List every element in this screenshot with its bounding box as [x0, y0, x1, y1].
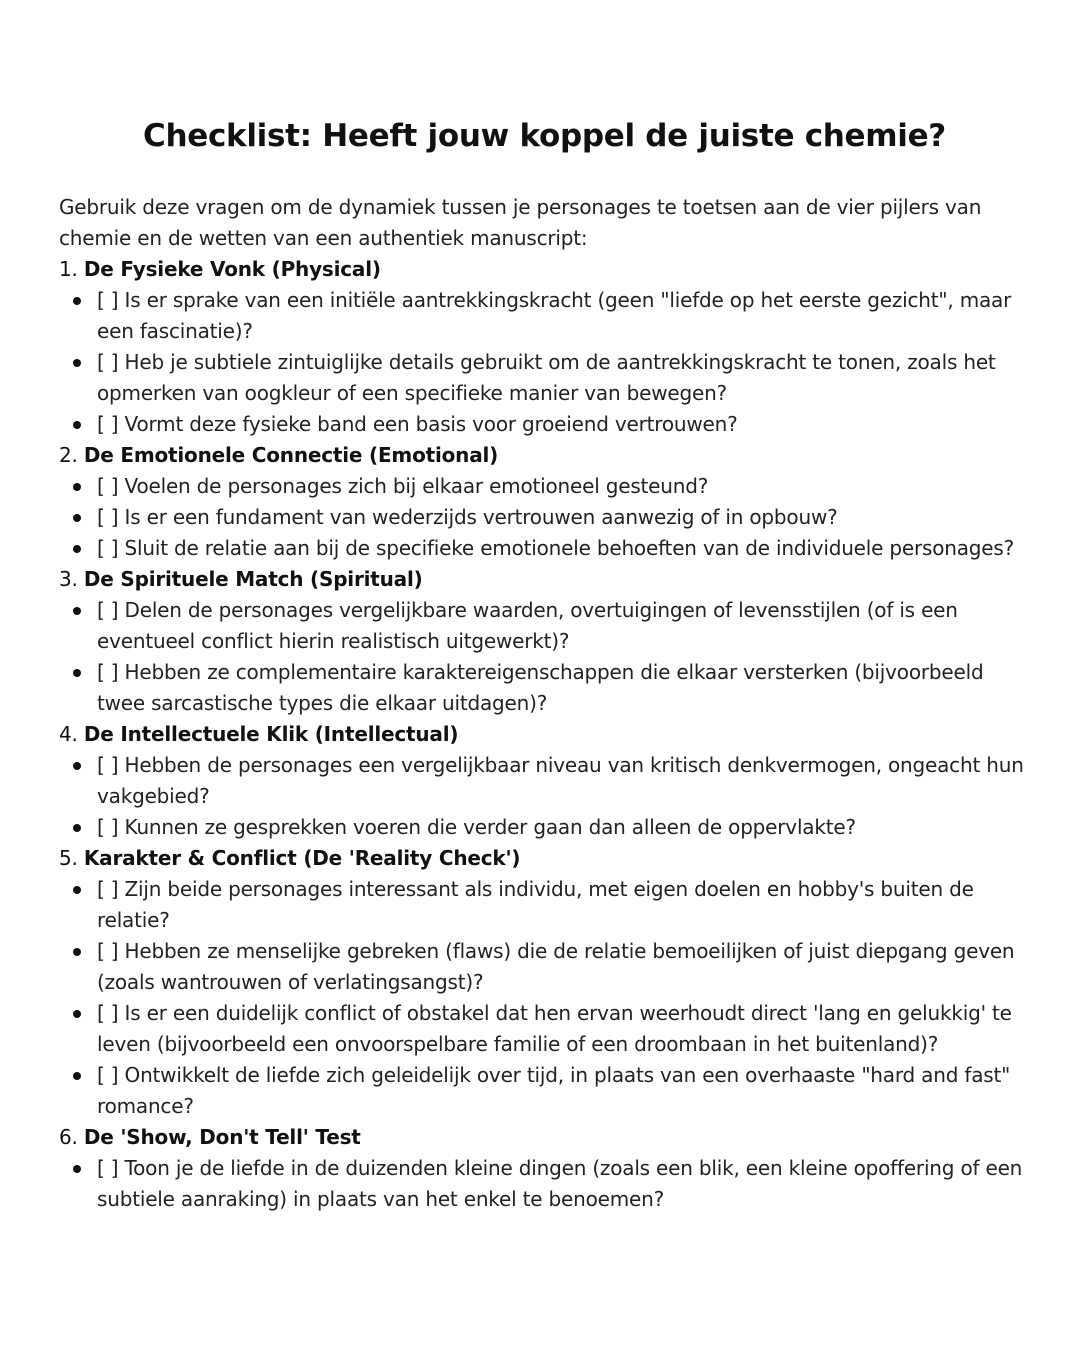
checklist-items	[59, 874, 1030, 1122]
checklist-item	[97, 657, 1030, 719]
bullet-icon	[73, 762, 81, 770]
checklist-item	[97, 1060, 1030, 1122]
section-number: 6.	[59, 1125, 78, 1149]
checklist-items	[59, 285, 1030, 440]
checklist-item-text: [ ] Is er een duidelijk conflict of obstakel dat hen ervan weerhoudt direct 'lang en gelukkig' te leven (bijvoorbeeld een onvoorspelbare familie of een droombaan in het buitenland)?	[97, 1001, 1012, 1056]
bullet-icon	[73, 948, 81, 956]
checklist-items	[59, 471, 1030, 564]
bullet-icon	[73, 824, 81, 832]
checklist-item	[97, 285, 1030, 347]
bullet-icon	[73, 886, 81, 894]
bullet-icon	[73, 421, 81, 429]
checklist-item-text: [ ] Ontwikkelt de liefde zich geleidelijk over tijd, in plaats van een overhaaste "hard and fast" romance?	[97, 1063, 1011, 1118]
checklist-item	[97, 533, 1030, 564]
checklist-items	[59, 750, 1030, 843]
section-title: De Intellectuele Klik (Intellectual)	[83, 722, 459, 746]
checklist-items	[59, 595, 1030, 719]
checklist-section	[59, 440, 1030, 564]
checklist-item	[97, 502, 1030, 533]
checklist-item-text: [ ] Toon je de liefde in de duizenden kleine dingen (zoals een blik, een kleine opoffering of een subtiele aanraking) in plaats van het enkel te benoemen?	[97, 1156, 1023, 1211]
section-title: Karakter & Conflict (De 'Reality Check')	[83, 846, 521, 870]
checklist-item-text: [ ] Delen de personages vergelijkbare waarden, overtuigingen of levensstijlen (of is een eventueel conflict hierin realistisch uitgewerkt)?	[97, 598, 958, 653]
checklist-item-text: [ ] Is er sprake van een initiële aantrekkingskracht (geen "liefde op het eerste gezicht", maar een fascinatie)?	[97, 288, 1012, 343]
checklist-item	[97, 471, 1030, 502]
intro-paragraph: Gebruik deze vragen om de dynamiek tussen je personages te toetsen aan de vier pijlers van chemie en de wetten van een authentiek manuscript:	[59, 195, 982, 250]
section-title: De Fysieke Vonk (Physical)	[83, 257, 381, 281]
bullet-icon	[73, 607, 81, 615]
checklist-item-text: [ ] Hebben ze complementaire karaktereigenschappen die elkaar versterken (bijvoorbeeld twee sarcastische types die elkaar uitdagen)?	[97, 660, 984, 715]
checklist-item	[97, 750, 1030, 812]
section-heading	[59, 564, 1030, 595]
section-number: 1.	[59, 257, 78, 281]
bullet-icon	[73, 545, 81, 553]
checklist-item-text: [ ] Zijn beide personages interessant als individu, met eigen doelen en hobby's buiten de relatie?	[97, 877, 974, 932]
bullet-icon	[73, 483, 81, 491]
bullet-icon	[73, 1165, 81, 1173]
checklist-section	[59, 843, 1030, 1122]
checklist-section	[59, 1122, 1030, 1215]
page-title: Checklist: Heeft jouw koppel de juiste chemie?	[143, 118, 946, 154]
section-heading	[59, 254, 1030, 285]
checklist-sections	[59, 254, 1030, 1215]
checklist-section	[59, 254, 1030, 440]
bullet-icon	[73, 514, 81, 522]
section-title: De Emotionele Connectie (Emotional)	[83, 443, 499, 467]
checklist-item-text: [ ] Vormt deze fysieke band een basis voor groeiend vertrouwen?	[97, 412, 738, 436]
section-title: De Spirituele Match (Spiritual)	[83, 567, 423, 591]
checklist-item-text: [ ] Sluit de relatie aan bij de specifieke emotionele behoeften van de individuele personages?	[97, 536, 1015, 560]
checklist-item	[97, 595, 1030, 657]
checklist-item-text: [ ] Heb je subtiele zintuiglijke details gebruikt om de aantrekkingskracht te tonen, zoals het opmerken van oogkleur of een specifieke manier van bewegen?	[97, 350, 996, 405]
checklist-item	[97, 936, 1030, 998]
bullet-icon	[73, 1010, 81, 1018]
section-heading	[59, 1122, 1030, 1153]
section-number: 5.	[59, 846, 78, 870]
section-number: 3.	[59, 567, 78, 591]
bullet-icon	[73, 1072, 81, 1080]
checklist-item	[97, 998, 1030, 1060]
section-title: De 'Show, Don't Tell' Test	[83, 1125, 361, 1149]
checklist-section	[59, 719, 1030, 843]
checklist-item	[97, 1153, 1030, 1215]
section-heading	[59, 719, 1030, 750]
bullet-icon	[73, 359, 81, 367]
checklist-item	[97, 874, 1030, 936]
checklist-items	[59, 1153, 1030, 1215]
bullet-icon	[73, 669, 81, 677]
checklist-item-text: [ ] Hebben ze menselijke gebreken (flaws) die de relatie bemoeilijken of juist diepgang geven (zoals wantrouwen of verlatingsangst)?	[97, 939, 1015, 994]
checklist-item-text: [ ] Voelen de personages zich bij elkaar emotioneel gesteund?	[97, 474, 709, 498]
section-number: 2.	[59, 443, 78, 467]
checklist-item-text: [ ] Kunnen ze gesprekken voeren die verder gaan dan alleen de oppervlakte?	[97, 815, 856, 839]
section-heading	[59, 440, 1030, 471]
checklist-item	[97, 409, 1030, 440]
checklist-item-text: [ ] Hebben de personages een vergelijkbaar niveau van kritisch denkvermogen, ongeacht hun vakgebied?	[97, 753, 1024, 808]
section-heading	[59, 843, 1030, 874]
checklist-item-text: [ ] Is er een fundament van wederzijds vertrouwen aanwezig of in opbouw?	[97, 505, 838, 529]
checklist-item	[97, 347, 1030, 409]
checklist-item	[97, 812, 1030, 843]
bullet-icon	[73, 297, 81, 305]
checklist-section	[59, 564, 1030, 719]
section-number: 4.	[59, 722, 78, 746]
